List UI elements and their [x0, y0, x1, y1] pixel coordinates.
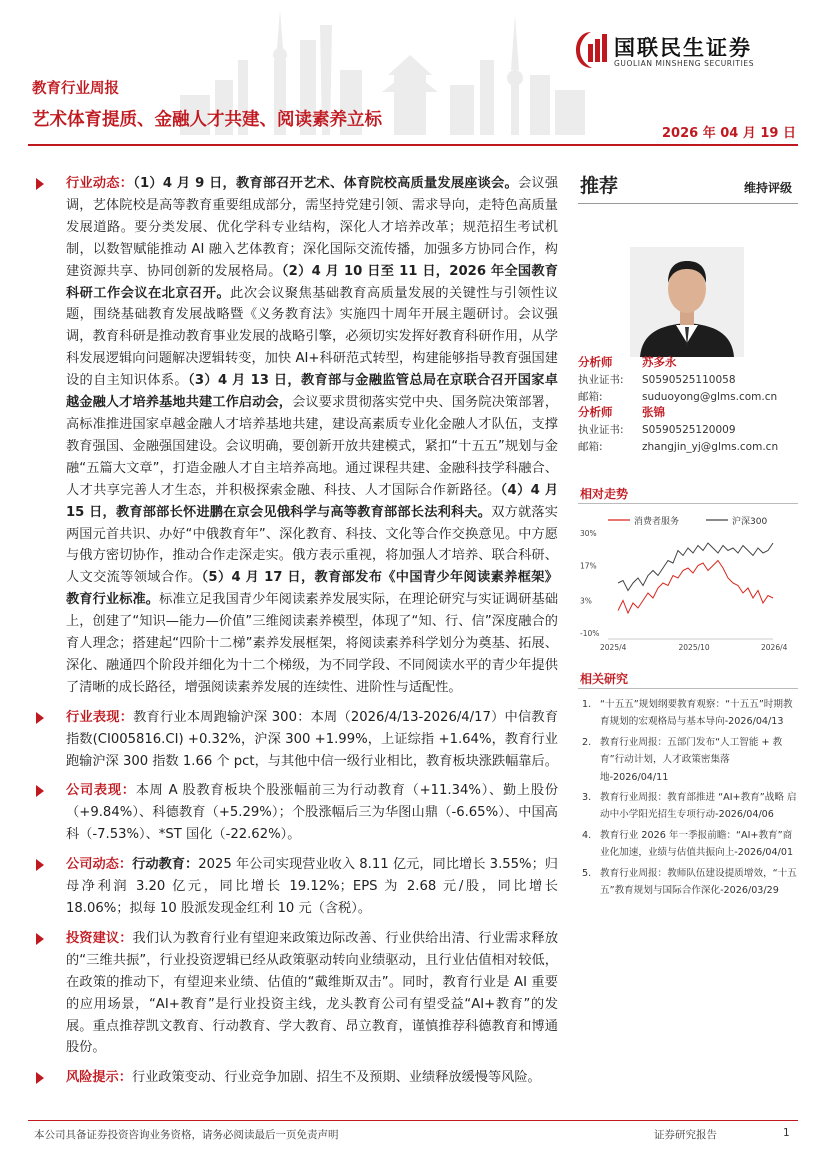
logo-chinese-name: 国联民生证券: [614, 36, 752, 60]
page-number: 1: [783, 1127, 790, 1139]
section-lead: 公司动态：: [66, 857, 133, 873]
investment-advice-section: [36, 928, 558, 1059]
news-item-2-heading: （2）4 月 10 日至 11 日，2026 年全国教育科研工作会议在北京召开。: [66, 263, 558, 301]
series-line-csi300: [618, 543, 773, 591]
related-research-list: [578, 696, 798, 902]
section-lead: 行业表现：: [66, 709, 134, 725]
news-item-3-text: 会议要求贯彻落实党中央、国务院决策部署，高标准推进国家卓越金融人才培养基地共建，建设高素质专业化金融人才队伍，支撑教育强国、金融强国建设。会议明确，要创新开放共建模式，紧扣“十五五”规划与金融“五篇大文章”，打造金融人才自主培养高地。通过课程共建、金融科技学科融合、人才共享完善人才生态，并积极探索金融、科技、人才国际合作新路径。: [66, 395, 559, 498]
section-lead: 公司表现：: [66, 783, 136, 799]
y-tick-label: 17%: [580, 561, 597, 571]
industry-news-section: [36, 173, 558, 699]
section-text: 教育行业本周跑输沪深 300：本周（2026/4/13-2026/4/17）中信教育指数(CI005816.CI) +0.32%，沪深 300 +1.99%，上证综指 +1.64%，教育行业跑输沪深 300 指数 1.66 个 pct，与其他中信一级行业相比，教育板块涨跌幅靠后。: [66, 709, 559, 769]
y-tick-label: -10%: [580, 629, 600, 638]
related-item-number: 1.: [582, 699, 592, 710]
bullet-arrow-icon: [36, 712, 44, 724]
analyst-name: 张锦: [642, 405, 665, 419]
x-tick-label: 2025/4: [600, 643, 627, 652]
section-text: 行业政策变动、行业竞争加剧、招生不及预期、业绩释放缓慢等风险。: [131, 1070, 541, 1086]
email-address[interactable]: suduoyong@glms.com.cn: [642, 391, 778, 403]
section-lead: 投资建议：: [66, 930, 133, 946]
logo-mark-icon: [574, 30, 608, 70]
bullet-arrow-icon: [36, 178, 44, 190]
bullet-arrow-icon: [36, 933, 44, 945]
main-content: [36, 173, 558, 1097]
email-address[interactable]: zhangjin_yj@glms.com.cn: [642, 441, 779, 453]
news-item-5-text: 标准立足我国青少年阅读素养发展实际，在理论研究与实证调研基础上，创建了“知识—能力—价值”三维阅读素养模型，体现了“知、行、信”深度融合的育人理念；搭建起“四阶十二梯”素养发展框架，将阅读素养科学划分为奠基、拓展、深化、融通四个阶段并细化为十二个梯级，为不同学段、不同阅读水平的青少年提供了清晰的成长路径，增强阅读素养发展的连续性、进阶性与适配性。: [66, 592, 559, 695]
rating-label: 推荐: [580, 175, 619, 197]
related-title: 相关研究: [580, 672, 629, 686]
trend-divider: [578, 503, 798, 504]
related-item-text: “十五五”规划纲要教育观察：“十五五”时期教育规划的宏观格局与基本导向-2026/04/13: [600, 699, 793, 728]
analyst-2: [578, 404, 665, 422]
related-item[interactable]: [578, 696, 798, 731]
related-item-text: 教育行业周报：教育部推进 “AI+教育”战略 启动中小学阳光招生专项行动-2026/04/06: [600, 792, 797, 821]
analyst-2-cert: [578, 422, 736, 439]
rating-box: [578, 171, 798, 199]
news-item-5-heading: （5）4 月 17 日，教育部发布《中国青少年阅读素养框架》教育行业标准。: [66, 570, 558, 608]
risk-warning-section: [36, 1067, 558, 1089]
company-news-section: [36, 854, 558, 920]
section-text: 本周 A 股教育板块个股涨幅前三为行动教育（+11.34%）、勤上股份（+9.84%）、科德教育（+5.29%）；个股涨幅后三为华图山鼎（-6.65%）、中国高科（-7.53%）、*ST 国化（-22.62%）。: [66, 783, 559, 843]
company-performance-section: [36, 780, 558, 846]
analyst-name: 苏多永: [642, 355, 677, 369]
footer-disclaimer: 本公司具备证券投资咨询业务资格，请务必阅读最后一页免责声明: [34, 1129, 339, 1141]
company-name: 行动教育：: [132, 857, 199, 873]
related-divider: [578, 688, 798, 689]
footer-divider: [28, 1120, 798, 1121]
relative-trend-chart: [578, 507, 798, 657]
news-item-2-text: 此次会议聚焦基础教育高质量发展的关键性与引领性议题，围绕基础教育发展战略暨《义务教育法》实施四十周年开展主题研讨。会议强调，教育科研是推动教育事业发展的战略引擎，必须切实发挥好教育科研作用，从学科发展逻辑向问题解决逻辑转变，加快 AI+科研范式转型，构建能够指导教育强国建设的自主知识体系。: [66, 285, 559, 389]
series-line-consumer-services: [618, 561, 773, 614]
trend-title: 相对走势: [580, 487, 629, 501]
related-item-number: 2.: [582, 736, 592, 748]
x-tick-label: 2025/10: [678, 643, 710, 652]
header-divider: [28, 144, 798, 146]
related-item[interactable]: [578, 827, 798, 862]
related-item-number: 5.: [582, 867, 592, 879]
news-item-1-heading: （1）4 月 9 日，教育部召开艺术、体育院校高质量发展座谈会。: [133, 176, 518, 191]
industry-performance-section: [36, 707, 558, 773]
analyst-1: [578, 354, 677, 372]
news-item-4-heading: （4）4 月 15 日，教育部部长怀进鹏在京会见俄科学与高等教育部部长法利科夫。: [66, 482, 559, 520]
email-label: 邮箱:: [578, 441, 603, 453]
rating-divider: [578, 203, 798, 204]
section-text: 2025 年公司实现营业收入 8.11 亿元，同比增长 3.55%；归母净利润 3.20 亿元，同比增长 19.12%；EPS 为 2.68 元/股，同比增长 18.06%；拟每 10 股派发现金红利 10 元（含税）。: [66, 857, 558, 916]
cert-number: S0590525120009: [642, 424, 736, 436]
related-item-text: 教育行业 2026 年一季报前瞻：“AI+教育”商业化加速，业绩与估值共振向上-2026/04/01: [600, 829, 794, 859]
section-lead: 行业动态：: [66, 176, 134, 191]
section-lead: 风险提示：: [66, 1070, 132, 1086]
chart-series: [618, 543, 773, 613]
analyst-role: 分析师: [578, 355, 613, 369]
section-text: 我们认为教育行业有望迎来政策边际改善、行业供给出清、行业需求释放的“三维共振”，行业投资逻辑已经从政策驱动转向业绩驱动，且行业估值相对较低，在政策的推动下，有望迎来业绩、估值的“戴维斯双击”。同时，教育行业是 AI 重要的应用场景，“AI+教育”是行业投资主线，龙头教育公司有望受益“AI+教育”的发展。重点推荐凯文教育、行动教育、学大教育、昂立教育，谨慎推荐科德教育和博通股份。: [66, 930, 559, 1056]
analyst-role: 分析师: [578, 405, 613, 419]
news-item-4-text: 双方就落实两国元首共识、办好“中俄教育年”、深化教育、科技、文化等合作交换意见。中方愿与俄方密切协作，推动合作走深走实。俄方表示重视，将加强人才培养、联合科研、人文交流等领域合作。: [66, 504, 558, 586]
report-type: 教育行业周报: [32, 81, 119, 97]
rating-value: 维持评级: [743, 181, 792, 195]
cert-number: S0590525110058: [642, 374, 736, 386]
analyst-1-cert: [578, 372, 736, 389]
related-item[interactable]: [578, 865, 798, 900]
email-label: 邮箱:: [578, 391, 603, 403]
news-item-3-heading: （3）4 月 13 日，教育部与金融监管总局在京联合召开国家卓越金融人才培养基地共建工作启动会，: [66, 373, 558, 411]
related-item[interactable]: [578, 734, 798, 786]
logo-english-name: GUOLIAN MINSHENG SECURITIES: [614, 59, 755, 68]
news-item-1-text: 会议强调，艺体院校是高等教育重要组成部分，需坚持党建引领、需求导向，走特色高质量发展道路。要分类发展、优化学科专业结构，深化人才培养改革；规范招生考试机制，以数智赋能推动 AI 融入艺体教育；深化国际交流传播，加强多方协同合作，构建资源共享、协同创新的发展格局。: [66, 176, 559, 279]
report-date: 2026 年 04 月 19 日: [662, 126, 796, 141]
related-item-number: 4.: [582, 829, 592, 841]
report-title: 艺术体育提质、金融人才共建、阅读素养立标: [32, 110, 382, 130]
x-tick-label: 2026/4: [761, 643, 788, 652]
y-tick-label: 30%: [580, 529, 597, 538]
bullet-arrow-icon: [36, 859, 44, 871]
analyst-photo: [630, 247, 744, 357]
related-item-number: 3.: [582, 792, 592, 804]
bullet-arrow-icon: [36, 1072, 44, 1084]
footer-report-type: 证券研究报告: [654, 1129, 717, 1141]
related-item-text: 教育行业周报：教师队伍建设提质增效，“十五五”教育规划与国际合作深化-2026/03/29: [600, 867, 797, 897]
legend-label-consumer-services: 消费者服务: [634, 517, 680, 527]
related-item-text: 教育行业周报：五部门发布“人工智能 + 教育”行动计划，人才政策密集落地-2026/04/11: [600, 736, 783, 783]
related-item[interactable]: [578, 789, 798, 824]
cert-label: 执业证书:: [578, 374, 624, 386]
y-tick-label: 3%: [580, 596, 592, 606]
chart-axes: [580, 529, 788, 652]
legend-label-csi300: 沪深300: [732, 517, 768, 527]
chart-legend: [608, 515, 767, 527]
analyst-2-email: [578, 439, 779, 456]
bullet-arrow-icon: [36, 785, 44, 797]
cert-label: 执业证书:: [578, 424, 624, 436]
company-logo: [574, 30, 804, 76]
